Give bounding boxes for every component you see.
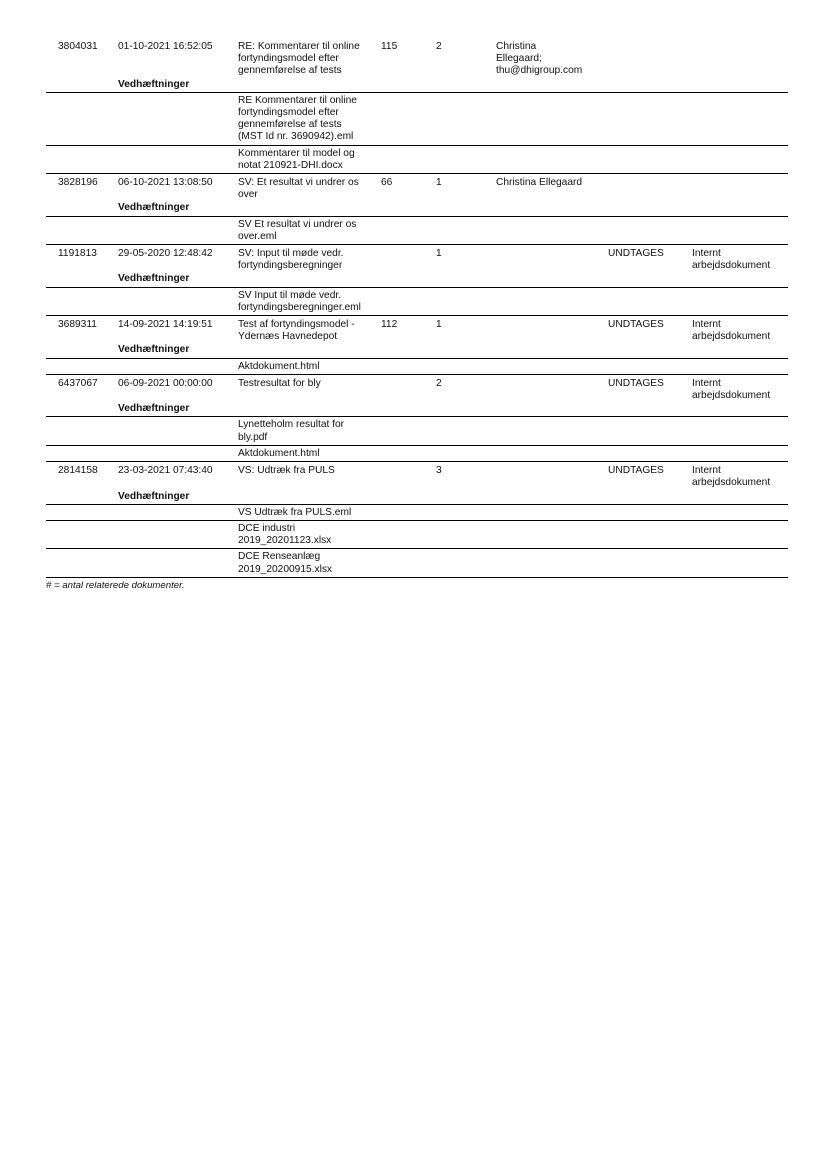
document-id: 3828196 bbox=[58, 177, 98, 189]
empty-cell bbox=[379, 216, 788, 244]
empty-cell bbox=[46, 216, 236, 244]
document-date: 06-09-2021 00:00:00 bbox=[118, 377, 213, 389]
empty-cell bbox=[379, 145, 788, 173]
document-date: 29-05-2020 12:48:42 bbox=[118, 248, 213, 260]
empty-cell bbox=[46, 202, 116, 216]
document-count-b: 1 bbox=[436, 248, 442, 260]
document-count-b: 1 bbox=[436, 177, 442, 189]
document-title: SV: Et resultat vi undrer os over bbox=[238, 177, 359, 201]
empty-cell bbox=[46, 417, 236, 445]
document-sender bbox=[494, 462, 606, 491]
document-title: Testresultat for bly bbox=[238, 377, 321, 389]
table-row bbox=[46, 462, 788, 491]
attachments-header-row bbox=[46, 491, 788, 505]
attachments-heading: Vedhæftninger bbox=[116, 491, 788, 505]
empty-cell bbox=[46, 491, 116, 505]
document-status: UNDTAGES bbox=[608, 248, 664, 260]
document-title: Test af fortyndingsmodel - Ydernæs Havnedepot bbox=[238, 319, 355, 343]
attachments-header-row bbox=[46, 79, 788, 93]
empty-cell bbox=[46, 403, 116, 417]
document-count-a bbox=[379, 374, 434, 403]
document-status: UNDTAGES bbox=[608, 377, 664, 389]
document-count-a bbox=[379, 245, 434, 274]
document-title: VS: Udtræk fra PULS bbox=[238, 465, 335, 477]
table-row bbox=[46, 245, 788, 274]
empty-cell bbox=[379, 445, 788, 461]
document-id: 3689311 bbox=[58, 319, 97, 331]
table-row bbox=[46, 316, 788, 345]
document-sender bbox=[494, 245, 606, 274]
attachment-row bbox=[46, 549, 788, 577]
attachment-row bbox=[46, 358, 788, 374]
document-id: 1191813 bbox=[58, 248, 97, 260]
table-row bbox=[46, 38, 788, 79]
empty-cell bbox=[379, 520, 788, 548]
attachments-header-row bbox=[46, 344, 788, 358]
attachment-row bbox=[46, 216, 788, 244]
empty-cell bbox=[46, 549, 236, 577]
attachment-row bbox=[46, 445, 788, 461]
empty-cell bbox=[46, 273, 116, 287]
attachment-row bbox=[46, 417, 788, 445]
attachment-name: SV Et resultat vi undrer os over.eml bbox=[236, 216, 379, 244]
document-title: RE: Kommentarer til online fortyndingsmodel efter gennemførelse af tests bbox=[238, 41, 360, 77]
document-sender bbox=[494, 374, 606, 403]
document-sender bbox=[494, 316, 606, 345]
empty-cell bbox=[46, 92, 236, 145]
empty-cell bbox=[379, 358, 788, 374]
footnote: # = antal relaterede dokumenter. bbox=[46, 579, 185, 591]
empty-cell bbox=[379, 549, 788, 577]
document-title: SV: Input til møde vedr. fortyndingsberegninger bbox=[238, 248, 344, 272]
attachment-name: Aktdokument.html bbox=[236, 358, 379, 374]
attachments-header-row bbox=[46, 273, 788, 287]
document-date: 01-10-2021 16:52:05 bbox=[118, 41, 213, 52]
empty-cell bbox=[46, 287, 236, 315]
document-count-a: 115 bbox=[381, 41, 398, 52]
attachment-name: DCE Renseanlæg 2019_20200915.xlsx bbox=[236, 549, 379, 577]
document-reason: Internt arbejdsdokument bbox=[692, 465, 771, 489]
document-count-a: 66 bbox=[381, 177, 393, 189]
document-reason bbox=[690, 38, 788, 79]
document-reason bbox=[690, 174, 788, 203]
attachment-name: Lynetteholm resultat for bly.pdf bbox=[236, 417, 379, 445]
document-status bbox=[606, 38, 690, 79]
attachment-name: SV Input til møde vedr. fortyndingsberegninger.eml bbox=[236, 287, 379, 315]
empty-cell bbox=[46, 358, 236, 374]
document-count-a bbox=[379, 462, 434, 491]
attachment-row bbox=[46, 504, 788, 520]
attachments-heading: Vedhæftninger bbox=[116, 273, 788, 287]
document-reason: Internt arbejdsdokument bbox=[692, 248, 771, 272]
document-id: 2814158 bbox=[58, 465, 98, 477]
document-status: UNDTAGES bbox=[608, 465, 664, 477]
document-reason: Internt arbejdsdokument bbox=[692, 377, 771, 402]
table-row bbox=[46, 174, 788, 203]
empty-cell bbox=[379, 92, 788, 145]
empty-cell bbox=[379, 417, 788, 445]
document-status bbox=[606, 174, 690, 203]
attachments-heading: Vedhæftninger bbox=[116, 344, 788, 358]
document-count-a: 112 bbox=[381, 319, 398, 331]
empty-cell bbox=[46, 344, 116, 358]
table-row bbox=[46, 374, 788, 403]
attachments-header-row bbox=[46, 202, 788, 216]
attachment-name: Aktdokument.html bbox=[236, 445, 379, 461]
empty-cell bbox=[46, 504, 236, 520]
empty-cell bbox=[46, 445, 236, 461]
document-date: 23-03-2021 07:43:40 bbox=[118, 465, 213, 477]
attachment-name: VS Udtræk fra PULS.eml bbox=[236, 504, 379, 520]
attachments-header-row bbox=[46, 403, 788, 417]
document-count-b: 2 bbox=[436, 41, 442, 52]
document-count-b: 2 bbox=[436, 377, 442, 389]
attachments-heading: Vedhæftninger bbox=[116, 403, 788, 417]
document-count-b: 3 bbox=[436, 465, 442, 477]
document-sender: Christina Ellegaard bbox=[496, 177, 583, 189]
table-body bbox=[46, 38, 788, 577]
document-id: 6437067 bbox=[58, 377, 98, 389]
empty-cell bbox=[46, 520, 236, 548]
empty-cell bbox=[379, 504, 788, 520]
attachment-name: RE Kommentarer til online fortyndingsmodel efter gennemførelse af tests (MST Id nr. 3690942).eml bbox=[236, 92, 379, 145]
attachment-name: DCE industri 2019_20201123.xlsx bbox=[236, 520, 379, 548]
attachments-heading: Vedhæftninger bbox=[116, 202, 788, 216]
document-id: 3804031 bbox=[58, 41, 98, 52]
document-count-b: 1 bbox=[436, 319, 442, 331]
document-status: UNDTAGES bbox=[608, 319, 664, 331]
empty-cell bbox=[46, 145, 236, 173]
document-date: 06-10-2021 13:08:50 bbox=[118, 177, 213, 189]
document-date: 14-09-2021 14:19:51 bbox=[118, 319, 213, 331]
attachment-row bbox=[46, 287, 788, 315]
document-reason: Internt arbejdsdokument bbox=[692, 319, 771, 343]
empty-cell bbox=[46, 79, 116, 93]
document-sender: Christina Ellegaard; thu@dhigroup.com bbox=[496, 41, 583, 77]
attachment-row bbox=[46, 520, 788, 548]
attachment-row bbox=[46, 145, 788, 173]
empty-cell bbox=[379, 287, 788, 315]
document-table bbox=[46, 38, 788, 578]
attachment-name: Kommentarer til model og notat 210921-DHI.docx bbox=[236, 145, 379, 173]
attachments-heading: Vedhæftninger bbox=[116, 79, 788, 93]
attachment-row bbox=[46, 92, 788, 145]
document-page bbox=[46, 38, 788, 591]
